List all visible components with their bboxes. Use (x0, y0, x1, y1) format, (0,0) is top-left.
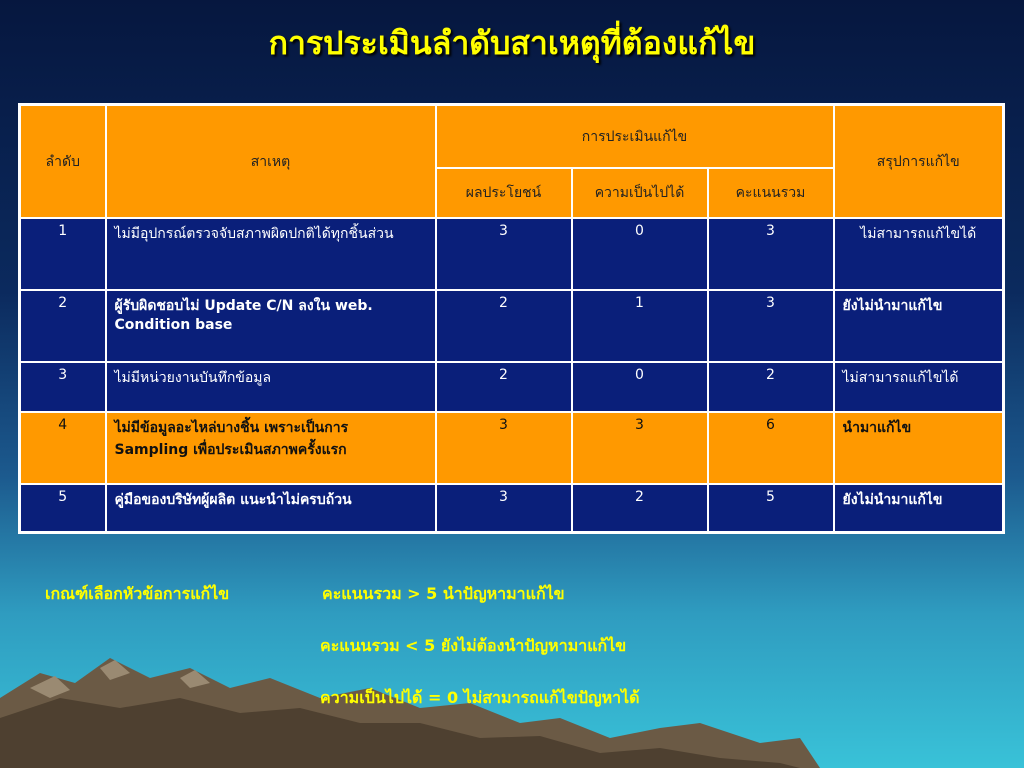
table-row (20, 290, 1004, 362)
criteria-rule-1: คะแนนรวม > 5 นำปัญหามาแก้ไข (322, 584, 565, 603)
cell-total: 3 (708, 218, 834, 290)
cell-no: 2 (20, 290, 106, 362)
cell-feasibility: 0 (572, 218, 708, 290)
header-cause: สาเหตุ (106, 105, 436, 219)
cell-summary: ยังไม่นำมาแก้ไข (834, 484, 1004, 533)
header-summary: สรุปการแก้ไข (834, 105, 1004, 219)
cell-summary: ไม่สามารถแก้ไขได้ (834, 218, 1004, 290)
cell-cause: ไม่มีอุปกรณ์ตรวจจับสภาพผิดปกติได้ทุกชิ้นส่วน (106, 218, 436, 290)
header-feasibility: ความเป็นไปได้ (572, 168, 708, 218)
header-benefit: ผลประโยชน์ (436, 168, 572, 218)
cell-cause: คู่มือของบริษัทผู้ผลิต แนะนำไม่ครบถ้วน (106, 484, 436, 533)
cell-total: 6 (708, 412, 834, 484)
cell-total: 3 (708, 290, 834, 362)
header-eval-group: การประเมินแก้ไข (436, 105, 834, 169)
table-row (20, 484, 1004, 533)
table-row-highlighted (20, 412, 1004, 484)
evaluation-table-container (18, 103, 1002, 534)
cell-feasibility: 0 (572, 362, 708, 412)
cell-benefit: 3 (436, 218, 572, 290)
cell-no: 5 (20, 484, 106, 533)
cell-summary: นำมาแก้ไข (834, 412, 1004, 484)
cell-total: 2 (708, 362, 834, 412)
cell-no: 4 (20, 412, 106, 484)
table-row (20, 362, 1004, 412)
header-total: คะแนนรวม (708, 168, 834, 218)
cell-cause: ไม่มีหน่วยงานบันทึกข้อมูล (106, 362, 436, 412)
cell-summary: ยังไม่นำมาแก้ไข (834, 290, 1004, 362)
cell-benefit: 3 (436, 484, 572, 533)
cell-cause: ไม่มีข้อมูลอะไหล่บางชิ้น เพราะเป็นการ Sampling เพื่อประเมินสภาพครั้งแรก (106, 412, 436, 484)
cell-summary: ไม่สามารถแก้ไขได้ (834, 362, 1004, 412)
evaluation-table (18, 103, 1005, 534)
table-row (20, 218, 1004, 290)
cell-feasibility: 2 (572, 484, 708, 533)
cell-benefit: 2 (436, 290, 572, 362)
criteria-rule-2: คะแนนรวม < 5 ยังไม่ต้องนำปัญหามาแก้ไข (320, 636, 627, 655)
criteria-rule-3: ความเป็นไปได้ = 0 ไม่สามารถแก้ไขปัญหาได้ (320, 688, 640, 707)
page-title: การประเมินลำดับสาเหตุที่ต้องแก้ไข (268, 24, 756, 62)
cell-no: 3 (20, 362, 106, 412)
cell-total: 5 (708, 484, 834, 533)
header-no: ลำดับ (20, 105, 106, 219)
cell-cause: ผู้รับผิดชอบไม่ Update C/N ลงใน web. Condition base (106, 290, 436, 362)
criteria-label: เกณฑ์เลือกหัวข้อการแก้ไข (45, 584, 230, 603)
cell-benefit: 2 (436, 362, 572, 412)
cell-feasibility: 1 (572, 290, 708, 362)
cell-feasibility: 3 (572, 412, 708, 484)
cell-no: 1 (20, 218, 106, 290)
table-header-row (20, 105, 1004, 169)
cell-benefit: 3 (436, 412, 572, 484)
